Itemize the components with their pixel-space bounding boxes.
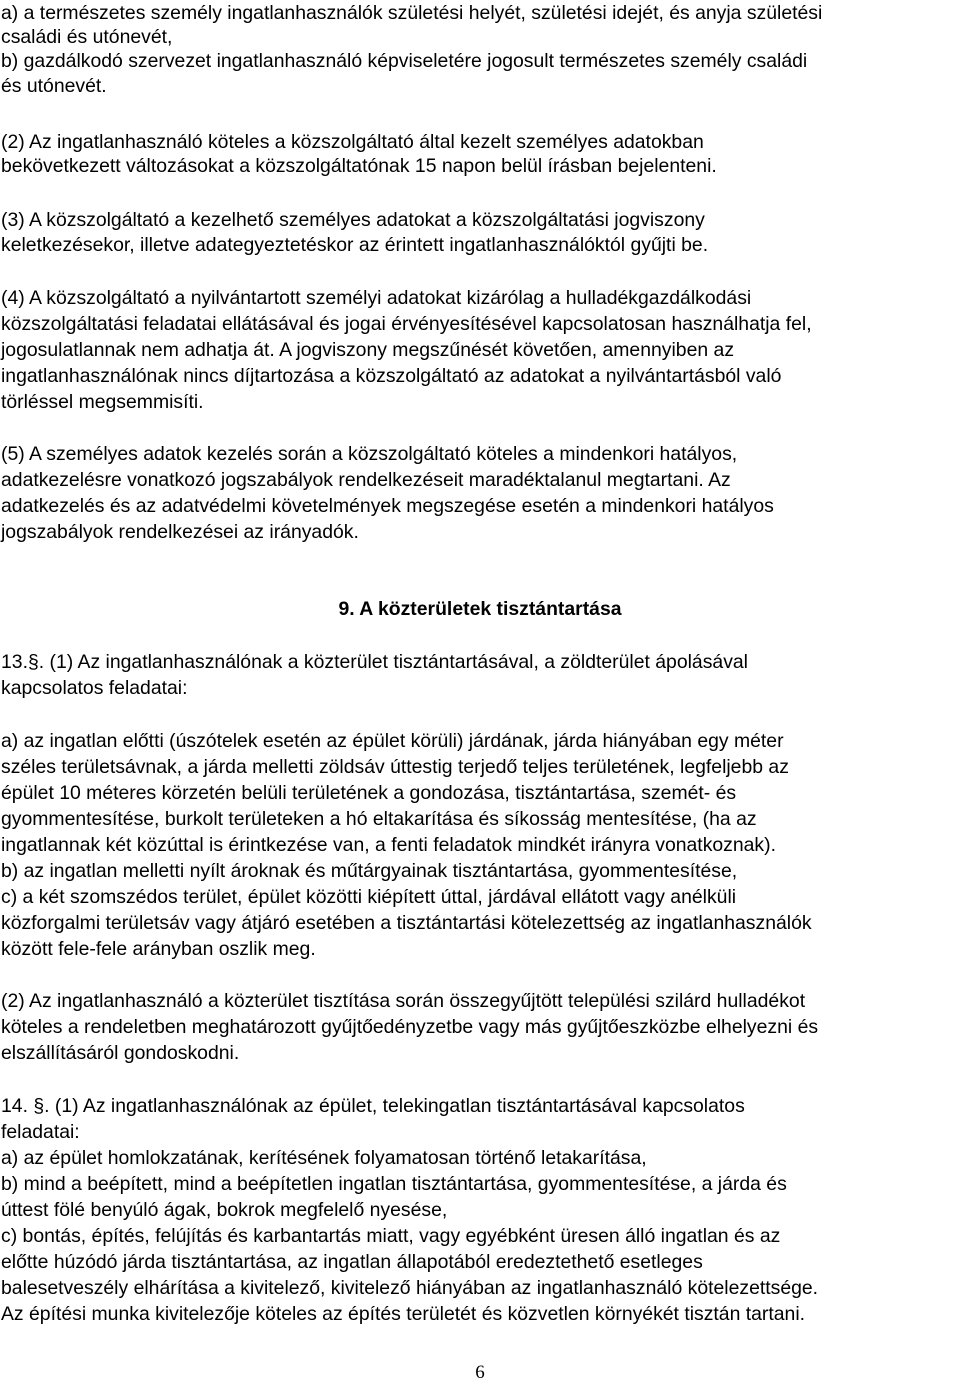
text-line: közszolgáltatási feladatai ellátásával és jogai érvényesítésével kapcsolatosan használhatja fel, <box>1 313 812 335</box>
section-heading: 9. A közterületek tisztántartása <box>338 598 622 620</box>
text-line: köteles a rendeletben meghatározott gyűjtőedényzetbe vagy más gyűjtőeszközbe elhelyezni és <box>1 1016 819 1038</box>
text-line: jogszabályok rendelkezései az irányadók. <box>1 521 359 543</box>
text-line: széles területsávnak, a járda melletti zöldsáv úttestig terjedő teljes területének, legfeljebb az <box>1 756 789 778</box>
text-line: 13.§. (1) Az ingatlanhasználónak a közterület tisztántartásával, a zöldterület ápolásával <box>1 651 748 673</box>
text-line: (2) Az ingatlanhasználó a közterület tisztítása során összegyűjtött települési szilárd hulladékot <box>1 990 806 1012</box>
text-line: előtte húzódó járda tisztántartása, az ingatlan állapotából eredeztethető esetleges <box>1 1251 703 1273</box>
text-line: épület 10 méteres körzetén belüli területének a gondozása, tisztántartása, szemét- és <box>1 782 737 804</box>
text-line: jogosulatlannak nem adhatja át. A jogviszony megszűnését követően, amennyiben az <box>1 339 735 361</box>
text-line: (2) Az ingatlanhasználó köteles a közszolgáltató által kezelt személyes adatokban <box>1 131 704 153</box>
text-line: Az építési munka kivitelezője köteles az építés területét és közvetlen környékét tisztán tartani. <box>1 1303 806 1325</box>
text-line: 14. §. (1) Az ingatlanhasználónak az épület, telekingatlan tisztántartásával kapcsolatos <box>1 1095 745 1117</box>
text-line: c) a két szomszédos terület, épület közötti kiépített úttal, járdával ellátott vagy anélküli <box>1 886 737 908</box>
text-line: között fele-fele arányban oszlik meg. <box>1 938 316 960</box>
text-line: adatkezelésre vonatkozó jogszabályok rendelkezéseit maradéktalanul megtartani. Az <box>1 469 731 491</box>
text-line: ingatlannak két közúttal is érintkezése van, a fenti feladatok mindkét irányra vonatkoznak). <box>1 834 776 856</box>
text-line: ingatlanhasználónak nincs díjtartozása a közszolgáltató az adatokat a nyilvántartásból való <box>1 365 782 387</box>
text-line: (3) A közszolgáltató a kezelhető személyes adatokat a közszolgáltatási jogviszony <box>1 209 705 231</box>
text-line: feladatai: <box>1 1121 80 1143</box>
text-line: (4) A közszolgáltató a nyilvántartott személyi adatokat kizárólag a hulladékgazdálkodási <box>1 287 752 309</box>
page-number: 6 <box>475 1362 485 1383</box>
text-line: b) az ingatlan melletti nyílt ároknak és műtárgyainak tisztántartása, gyommentesítése, <box>1 860 738 882</box>
text-line: a) az ingatlan előtti (úszótelek esetén az épület körüli) járdának, járda hiányában egy méter <box>1 730 784 752</box>
text-line: családi és utónevét, <box>1 26 173 48</box>
text-line: úttest fölé benyúló ágak, bokrok megfelelő nyesése, <box>1 1199 448 1221</box>
text-line: és utónevét. <box>1 75 107 97</box>
text-line: (5) A személyes adatok kezelés során a közszolgáltató köteles a mindenkori hatályos, <box>1 443 738 465</box>
text-line: balesetveszély elhárítása a kivitelező, kivitelező hiányában az ingatlanhasználó kötelezettsége. <box>1 1277 819 1299</box>
text-line: gyommentesítése, burkolt területeken a hó eltakarítása és síkosság mentesítése, (ha az <box>1 808 757 830</box>
text-line: b) mind a beépített, mind a beépítetlen ingatlan tisztántartása, gyommentesítése, a járda és <box>1 1173 787 1195</box>
text-line: törléssel megsemmisíti. <box>1 391 204 413</box>
text-line: a) az épület homlokzatának, kerítésének folyamatosan történő letakarítása, <box>1 1147 647 1169</box>
text-line: elszállításáról gondoskodni. <box>1 1042 240 1064</box>
text-line: b) gazdálkodó szervezet ingatlanhasználó képviseletére jogosult természetes személy családi <box>1 50 808 72</box>
text-line: adatkezelés és az adatvédelmi követelmények megszegése esetén a mindenkori hatályos <box>1 495 774 517</box>
text-line: a) a természetes személy ingatlanhasználók születési helyét, születési idejét, és anyja születési <box>1 2 823 24</box>
text-line: c) bontás, építés, felújítás és karbantartás miatt, vagy egyébként üresen álló ingatlan és az <box>1 1225 781 1247</box>
text-line: kapcsolatos feladatai: <box>1 677 188 699</box>
text-line: bekövetkezett változásokat a közszolgáltatónak 15 napon belül írásban bejelenteni. <box>1 155 717 177</box>
text-line: keletkezésekor, illetve adategyeztetéskor az érintett ingatlanhasználóktól gyűjti be. <box>1 234 709 256</box>
text-line: közforgalmi területsáv vagy átjáró esetében a tisztántartási kötelezettség az ingatlanhasználók <box>1 912 812 934</box>
